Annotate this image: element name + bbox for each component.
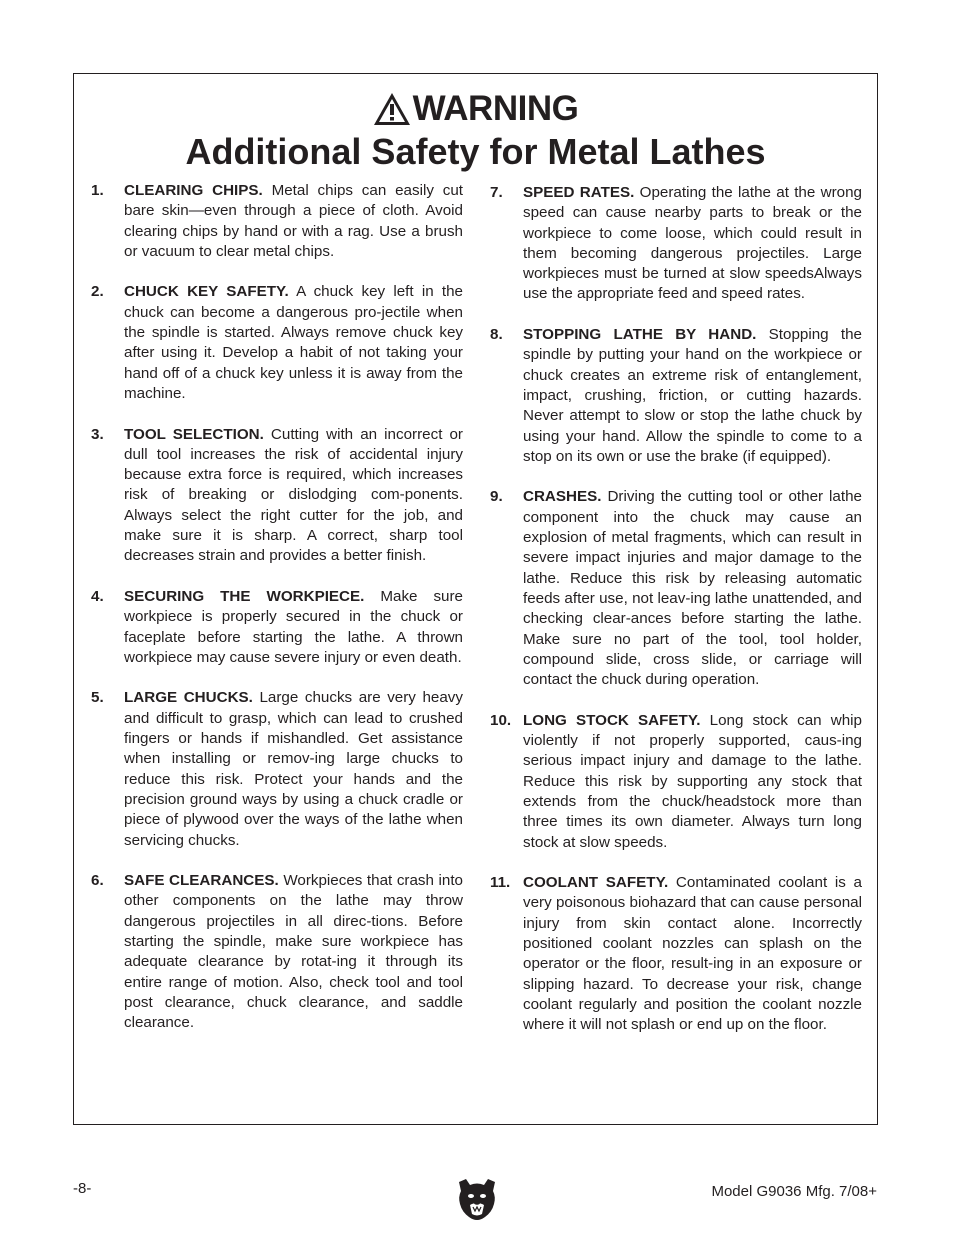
list-item [91, 282, 463, 404]
item-body: Long stock can whip violently if not properly supported, caus-ing serious impact injury and damage to the lathe. Reduce this risk by supporting any stock that extends from the chuck/headstock more than three times its own diameter. Always turn long stock at slow speeds. [523, 711, 862, 851]
item-text [124, 181, 463, 262]
warning-line [74, 90, 877, 128]
item-body: A chuck key left in the chuck can become a dangerous pro-jectile when the spindle is started. Always remove chuck key after using it. Develop a habit of not taking your hand off of a chuck key unless it is away from the machine. [124, 283, 463, 402]
right-column [490, 183, 862, 1056]
item-text [124, 425, 463, 567]
item-number: 5. [91, 689, 104, 707]
item-text [523, 183, 862, 305]
item-text [124, 587, 463, 668]
list-item [490, 873, 862, 1035]
list-item [490, 325, 862, 467]
item-number: 10. [490, 711, 512, 729]
item-body: Driving the cutting tool or other lathe component into the chuck may cause an explosion of metal fragments, which can result in severe impact injuries and major damage to the lathe. Reduce this risk by releasing automatic feeds after use, not leav-ing lathe unattended, and checking clear-ances before starting the lathe. Make sure no part of the tool, tool holder, compound slide, cross slide, or carriage will contact the chuck during operation. [523, 488, 862, 689]
list-item [91, 425, 463, 567]
item-text [523, 711, 862, 853]
list-item [490, 711, 862, 853]
item-body: Workpieces that crash into other components on the lathe may throw dangerous projectiles in all direc-tions. Before starting the spindle, make sure workpiece has adequate clearance by rotat-ing it through its entire range of motion. Also, check tool and tool post clearance, chuck clearance, and saddle clearance. [124, 872, 463, 1032]
list-item [490, 183, 862, 305]
list-item [490, 487, 862, 690]
item-text [124, 871, 463, 1033]
list-item [91, 181, 463, 262]
bear-head-logo-icon [456, 1177, 498, 1221]
item-body: Contaminated coolant is a very poisonous biohazard that can cause personal injury from skin contact alone. Incorrectly positioned coolant nozzles can splash on the operator or the floor, result-ing in an exposure or slipping hazard. To decrease your risk, change coolant regularly and position the coolant nozzle where it will not splash or end up on the floor. [523, 874, 862, 1034]
item-body: Cutting with an incorrect or dull tool increases the risk of accidental injury because extra force is required, which increases risk of breaking or dislodging com-ponents. Always select the right cutter for the job, and make sure it is sharp. A correct, sharp tool decreases strain and provides a better finish. [124, 425, 463, 565]
item-number: 1. [91, 182, 104, 199]
item-number: 4. [91, 587, 104, 605]
item-heading: LARGE CHUCKS. [124, 689, 253, 707]
item-heading: STOPPING LATHE BY HAND. [523, 326, 757, 344]
list-item [91, 688, 463, 850]
list-item [91, 587, 463, 668]
warning-word: WARNING [412, 89, 579, 128]
warning-box [73, 73, 878, 1125]
item-text [523, 325, 862, 467]
page-title: Additional Safety for Metal Lathes [185, 131, 766, 172]
item-number: 8. [490, 326, 503, 344]
item-heading: CLEARING CHIPS. [124, 182, 263, 199]
item-body: Metal chips can easily cut bare skin—even through a piece of cloth. Avoid clearing chips by hand or with a rag. Use a brush or vacuum to clear metal chips. [124, 182, 463, 260]
item-number: 11. [490, 874, 511, 892]
item-heading: TOOL SELECTION. [124, 425, 264, 443]
item-body: Operating the lathe at the wrong speed can cause nearby parts to break or the workpiece to come loose, which could result in them becoming dangerous projectiles. Large workpieces must be turned at slow speedsAlways use the appropriate feed and speed rates. [523, 184, 862, 303]
item-heading: SPEED RATES. [523, 184, 635, 201]
item-text [523, 873, 862, 1035]
item-body: Make sure workpiece is properly secured in the chuck or faceplate before starting the lathe. A thrown workpiece may cause severe injury or even death. [124, 587, 463, 666]
item-number: 6. [91, 872, 104, 890]
item-text [124, 282, 463, 404]
model-info: Model G9036 Mfg. 7/08+ [711, 1183, 877, 1200]
item-number: 2. [91, 283, 104, 301]
item-number: 3. [91, 425, 104, 443]
item-body: Large chucks are very heavy and difficult to grasp, which can lead to crushed fingers or hands if mishandled. Get assistance when installing or remov-ing large chucks to reduce this risk. Protect your hands and the precision ground ways by using a chuck cradle or piece of plywood over the ways of the lathe when servicing chucks. [124, 689, 463, 849]
item-heading: SECURING THE WORKPIECE. [124, 587, 365, 605]
item-heading: CHUCK KEY SAFETY. [124, 283, 289, 301]
warning-triangle-icon [373, 92, 411, 126]
item-text [523, 487, 862, 690]
item-heading: CRASHES. [523, 488, 602, 506]
item-heading: SAFE CLEARANCES. [124, 872, 279, 890]
warning-heading [74, 90, 877, 174]
item-number: 9. [490, 488, 503, 506]
item-number: 7. [490, 184, 503, 201]
list-item [91, 871, 463, 1033]
item-text [124, 688, 463, 850]
page-number: -8- [73, 1180, 92, 1197]
left-column [91, 181, 463, 1054]
item-heading: COOLANT SAFETY. [523, 874, 669, 892]
item-body: Stopping the spindle by putting your hand on the workpiece or chuck creates an extreme risk of entanglement, impact, crushing, friction, or cutting hazards. Never attempt to slow or stop the lathe chuck by using your hand. Allow the spindle to come to a stop on its own or use the brake (if equipped). [523, 326, 862, 465]
item-heading: LONG STOCK SAFETY. [523, 711, 701, 729]
